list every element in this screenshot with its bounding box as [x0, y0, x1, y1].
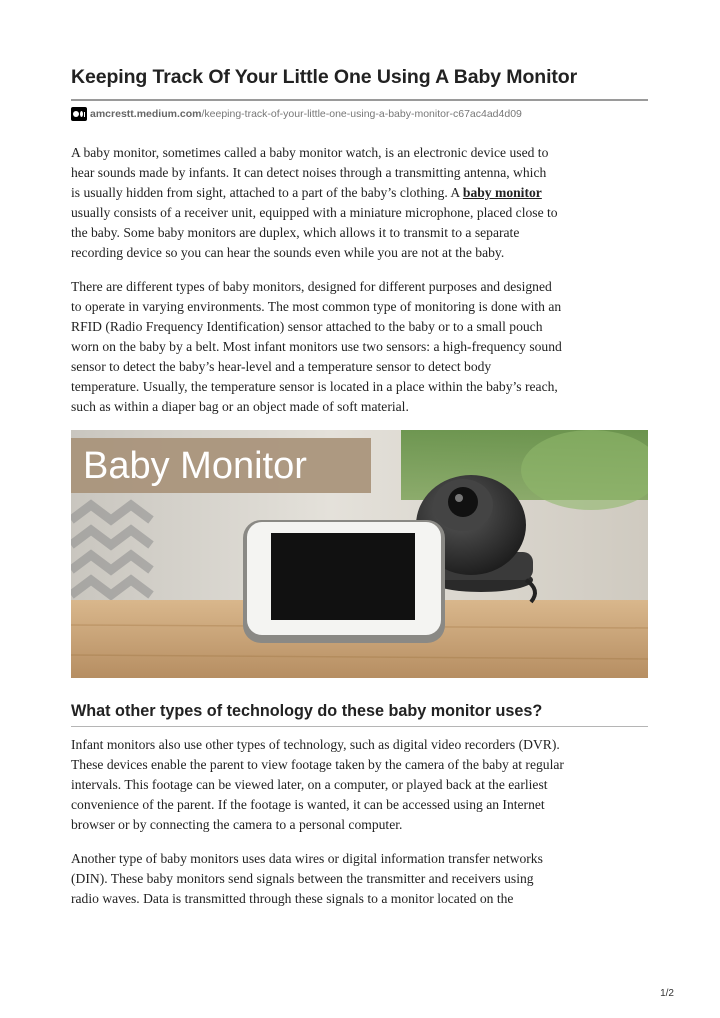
title-divider [71, 99, 648, 101]
paragraph-line: such as within a diaper bag or an object made of soft material. [71, 399, 409, 414]
paragraph-line: These devices enable the parent to view footage taken by the camera of the baby at regular [71, 757, 564, 772]
source-url[interactable] [71, 106, 522, 122]
paragraph-line: Another type of baby monitors uses data wires or digital information transfer networks [71, 851, 543, 866]
paragraph-types [71, 277, 651, 417]
page-number: 1/2 [660, 988, 674, 999]
paragraph-line: temperature. Usually, the temperature sensor is located in a place within the baby’s reach, [71, 379, 558, 394]
section-heading: What other types of technology do these baby monitor uses? [71, 702, 543, 720]
source-path[interactable]: /keeping-track-of-your-little-one-using-a-baby-monitor-c67ac4ad4d09 [201, 108, 522, 120]
paragraph-line: hear sounds made by infants. It can detect noises through a transmitting antenna, which [71, 165, 547, 180]
paragraph-line: Infant monitors also use other types of technology, such as digital video recorders (DVR). [71, 737, 560, 752]
paragraph-line: browser or by connecting the camera to a personal computer. [71, 817, 403, 832]
section-divider [71, 726, 648, 727]
paragraph-line: intervals. This footage can be viewed later, on a computer, or played back at the earliest [71, 777, 548, 792]
paragraph-line: recording device so you can hear the sounds even while you are not at the baby. [71, 245, 505, 260]
paragraph-line: RFID (Radio Frequency Identification) sensor attached to the baby or to a small pouch [71, 319, 543, 334]
paragraph-line: the baby. Some baby monitors are duplex, which allows it to transmit to a separate [71, 225, 520, 240]
baby-monitor-photo [71, 430, 648, 678]
article-title: Keeping Track Of Your Little One Using A Baby Monitor [71, 66, 578, 88]
paragraph-intro [71, 143, 651, 263]
medium-logo-icon [71, 107, 87, 121]
paragraph-line [71, 183, 651, 203]
paragraph-line-text: is usually hidden from sight, attached to a part of the baby’s clothing. A [71, 185, 463, 200]
paragraph-line: (DIN). These baby monitors send signals between the transmitter and receivers using [71, 871, 534, 886]
baby-monitor-link[interactable]: baby monitor [462, 185, 542, 200]
paragraph-line: convenience of the parent. If the footage is wanted, it can be accessed using an Internet [71, 797, 545, 812]
image-overlay-text: Baby Monitor [83, 445, 307, 487]
paragraph-data-wires [71, 849, 651, 909]
paragraph-line: There are different types of baby monitors, designed for different purposes and designed [71, 279, 552, 294]
paragraph-line: worn on the baby by a belt. Most infant monitors use two sensors: a high-frequency sound [71, 339, 562, 354]
source-domain[interactable]: amcrestt.medium.com [90, 108, 202, 120]
paragraph-line: sensor to detect the baby’s hear-level and a temperature sensor to detect body [71, 359, 492, 374]
paragraph-technology [71, 735, 651, 835]
paragraph-line: usually consists of a receiver unit, equipped with a miniature microphone, placed close to [71, 205, 558, 220]
paragraph-line: A baby monitor, sometimes called a baby monitor watch, is an electronic device used to [71, 145, 549, 160]
paragraph-line: to operate in varying environments. The most common type of monitoring is done with an [71, 299, 562, 314]
paragraph-line: radio waves. Data is transmitted through these signals to a monitor located on the [71, 891, 514, 906]
